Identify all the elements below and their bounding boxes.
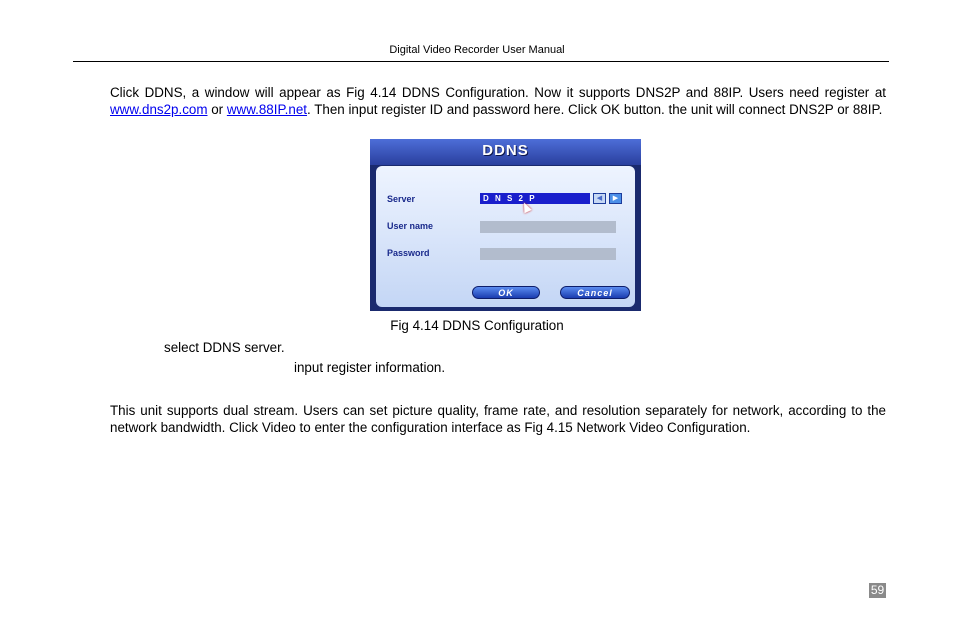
page-number: 59 — [870, 583, 885, 597]
server-prev-button[interactable] — [593, 193, 606, 204]
username-field[interactable] — [480, 221, 616, 233]
running-header: Digital Video Recorder User Manual — [389, 44, 565, 56]
header-rule — [73, 61, 889, 62]
intro-text-2: or — [207, 102, 227, 117]
password-label: Password — [387, 248, 430, 258]
ok-button[interactable]: OK — [472, 286, 540, 299]
intro-text-3: . Then input register ID and password here. Click OK button. the unit will connect DNS2P or 88IP. — [307, 102, 883, 117]
server-note: select DDNS server. — [164, 340, 285, 355]
arrow-left-icon: ◀ — [596, 195, 603, 202]
88ip-link[interactable]: www.88IP.net — [226, 102, 308, 117]
register-note: input register information. — [294, 360, 446, 375]
ddns-window-titlebar — [370, 139, 641, 165]
dual-stream-paragraph: This unit supports dual stream. Users can set picture quality, frame rate, and resolution separately for network, according to the network bandwidth. Click Video to enter the configuration interface as Fig 4.15 Network Video Configuration. — [110, 403, 886, 435]
figure-caption: Fig 4.14 DDNS Configuration — [390, 318, 564, 333]
arrow-right-icon: ▶ — [612, 195, 619, 202]
server-next-button[interactable] — [609, 193, 622, 204]
ddns-window-panel — [376, 166, 635, 307]
dns2p-link[interactable]: www.dns2p.com — [110, 102, 208, 117]
ddns-window-title: DDNS — [482, 142, 529, 159]
intro-paragraph — [110, 84, 886, 118]
ddns-config-figure — [370, 139, 641, 311]
intro-text-1: Click DDNS, a window will appear as Fig 4.14 DDNS Configuration. Now it supports DNS2P and 88IP. Users need register at — [110, 85, 886, 100]
server-label: Server — [387, 194, 416, 204]
username-label: User name — [387, 221, 434, 231]
cancel-button[interactable]: Cancel — [560, 286, 630, 299]
server-select[interactable]: D N S 2 P — [480, 193, 590, 204]
password-field[interactable] — [480, 248, 616, 260]
